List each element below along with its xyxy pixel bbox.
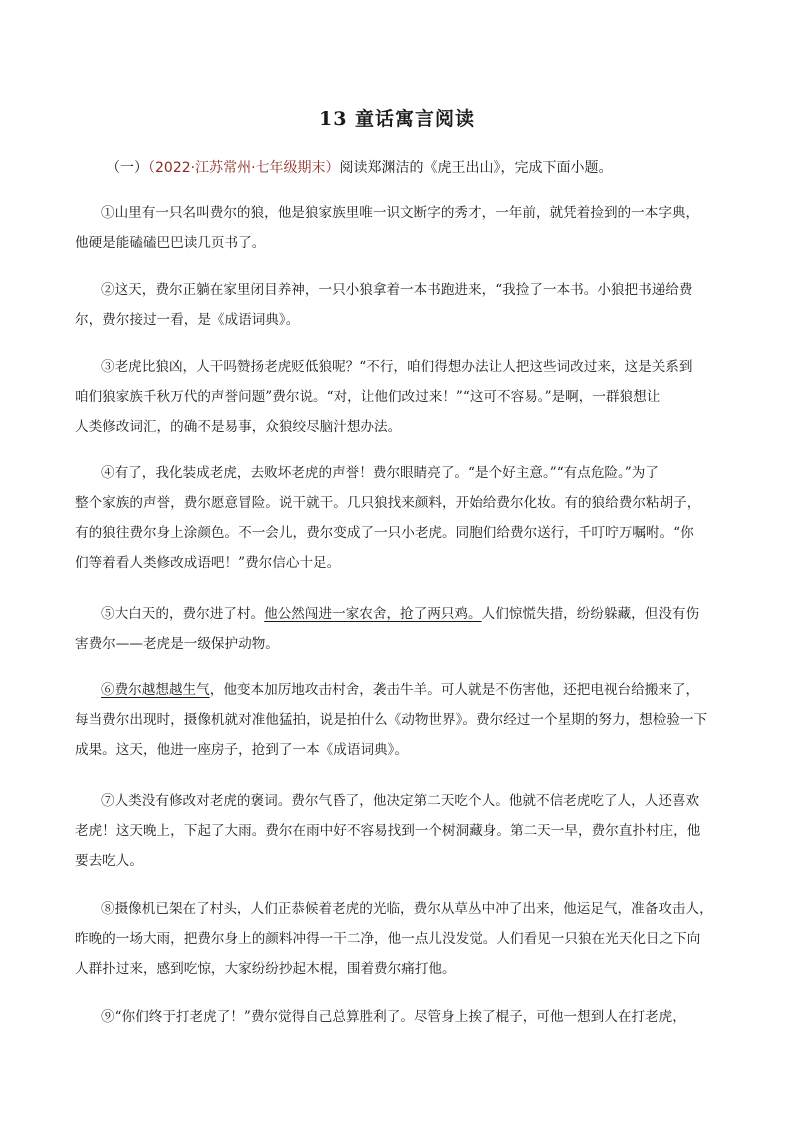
paragraph-line: ⑧摄像机已架在了村头，人们正恭候着老虎的光临，费尔从草丛中冲了出来，他运足气，准备攻击人， (101, 901, 713, 917)
paragraph-line: 人群扑过来，感到吃惊，大家纷纷抄起木棍，围着费尔痛打他。 (75, 961, 456, 977)
paragraph-8 (75, 894, 725, 984)
paragraph-line: 害费尔——老虎是一级保护动物。 (75, 636, 279, 652)
text-segment: ，他变本加厉地攻击村舍，袭击牛羊。可人就是不伤害他，还把电视台给搬来了， (209, 682, 700, 698)
underlined-sentence: ⑥费尔越想越生气 (101, 682, 210, 698)
paragraph-line: ①山里有一只名叫费尔的狼，他是狼家族里唯一识文断字的秀才，一年前，就凭着捡到的一本字典， (101, 205, 700, 221)
question-intro (106, 157, 726, 177)
page-title: 13 童话寓言阅读 (318, 108, 476, 130)
paragraph-line: ③老虎比狼凶，人干吗赞扬老虎贬低狼呢？“不行，咱们得想办法让人把这些词改过来，这是关系到 (101, 359, 693, 375)
paragraph-line: 人类修改词汇，的确不是易事，众狼绞尽脑汁想办法。 (75, 419, 402, 435)
paragraph-line: 成果。这天，他进一座房子，抢到了一本《成语词典》。 (75, 742, 409, 758)
section-number: （一） (106, 160, 148, 176)
paragraph-line: 要去吃人。 (75, 853, 143, 869)
paragraph-line: ⑦人类没有修改对老虎的褒词。费尔气昏了，他决定第二天吃个人。他就不信老虎吃了人，人还喜欢 (101, 793, 700, 809)
paragraph-line: 每当费尔出现时，摄像机就对准他猛拍，说是拍什么《动物世界》。费尔经过一个星期的努力，想检验一下 (75, 712, 708, 728)
paragraph-4 (75, 458, 725, 578)
intro-text: 阅读郑渊洁的《虎王出山》，完成下面小题。 (339, 160, 613, 176)
paragraph-line (75, 675, 725, 705)
paragraph-line: ④有了，我化装成老虎，去败坏老虎的声誉！费尔眼睛亮了。“是个好主意。”“有点危险。”为了 (101, 465, 659, 481)
text-segment: 人们惊慌失措，纷纷躲藏，但没有伤 (481, 606, 700, 622)
paragraph-line: 昨晚的一场大雨，把费尔身上的颜料冲得一干二净，他一点儿没发觉。人们看见一只狼在光天化日之下向 (75, 931, 701, 947)
paragraph-7 (75, 786, 725, 876)
paragraph-line: 他硬是能磕磕巴巴读几页书了。 (75, 235, 266, 251)
paragraph-9 (75, 1002, 725, 1032)
text-segment: ⑤大白天的，费尔进了村。 (101, 606, 265, 622)
paragraph-1 (75, 198, 725, 258)
paragraph-6 (75, 675, 725, 765)
paragraph-2 (75, 275, 725, 335)
paragraph-line: ②这天，费尔正躺在家里闭目养神，一只小狼拿着一本书跑进来，“我捡了一本书。小狼把书递给费 (101, 282, 693, 298)
paragraph-3 (75, 352, 725, 442)
paragraph-line: 们等着看人类修改成语吧！”费尔信心十足。 (75, 555, 341, 571)
exam-source: （2022·江苏常州·七年级期末） (148, 160, 340, 176)
paragraph-line: 整个家族的声誉，费尔愿意冒险。说干就干。几只狼找来颜料，开始给费尔化妆。有的狼给费尔粘胡子， (75, 495, 701, 511)
paragraph-line: 咱们狼家族千秋万代的声誉问题”费尔说。“对，让他们改过来！”“这可不容易。”是啊，一群狼想让 (75, 389, 661, 405)
paragraph-line: 尔，费尔接过一看，是《成语词典》。 (75, 312, 300, 328)
paragraph-line: 有的狼往费尔身上涂颜色。不一会儿，费尔变成了一只小老虎。同胞们给费尔送行，千叮咛万嘱咐。“你 (75, 525, 694, 541)
paragraph-line (75, 599, 725, 629)
underlined-sentence: 他公然闯进一家农舍，抢了两只鸡。 (264, 606, 482, 622)
paragraph-line: 老虎！这天晚上，下起了大雨。费尔在雨中好不容易找到一个树洞藏身。第二天一早，费尔直扑村庄，他 (75, 823, 701, 839)
paragraph-line: ⑨“你们终于打老虎了！”费尔觉得自己总算胜利了。尽管身上挨了棍子，可他一想到人在打老虎， (101, 1009, 686, 1025)
paragraph-5 (75, 599, 725, 659)
